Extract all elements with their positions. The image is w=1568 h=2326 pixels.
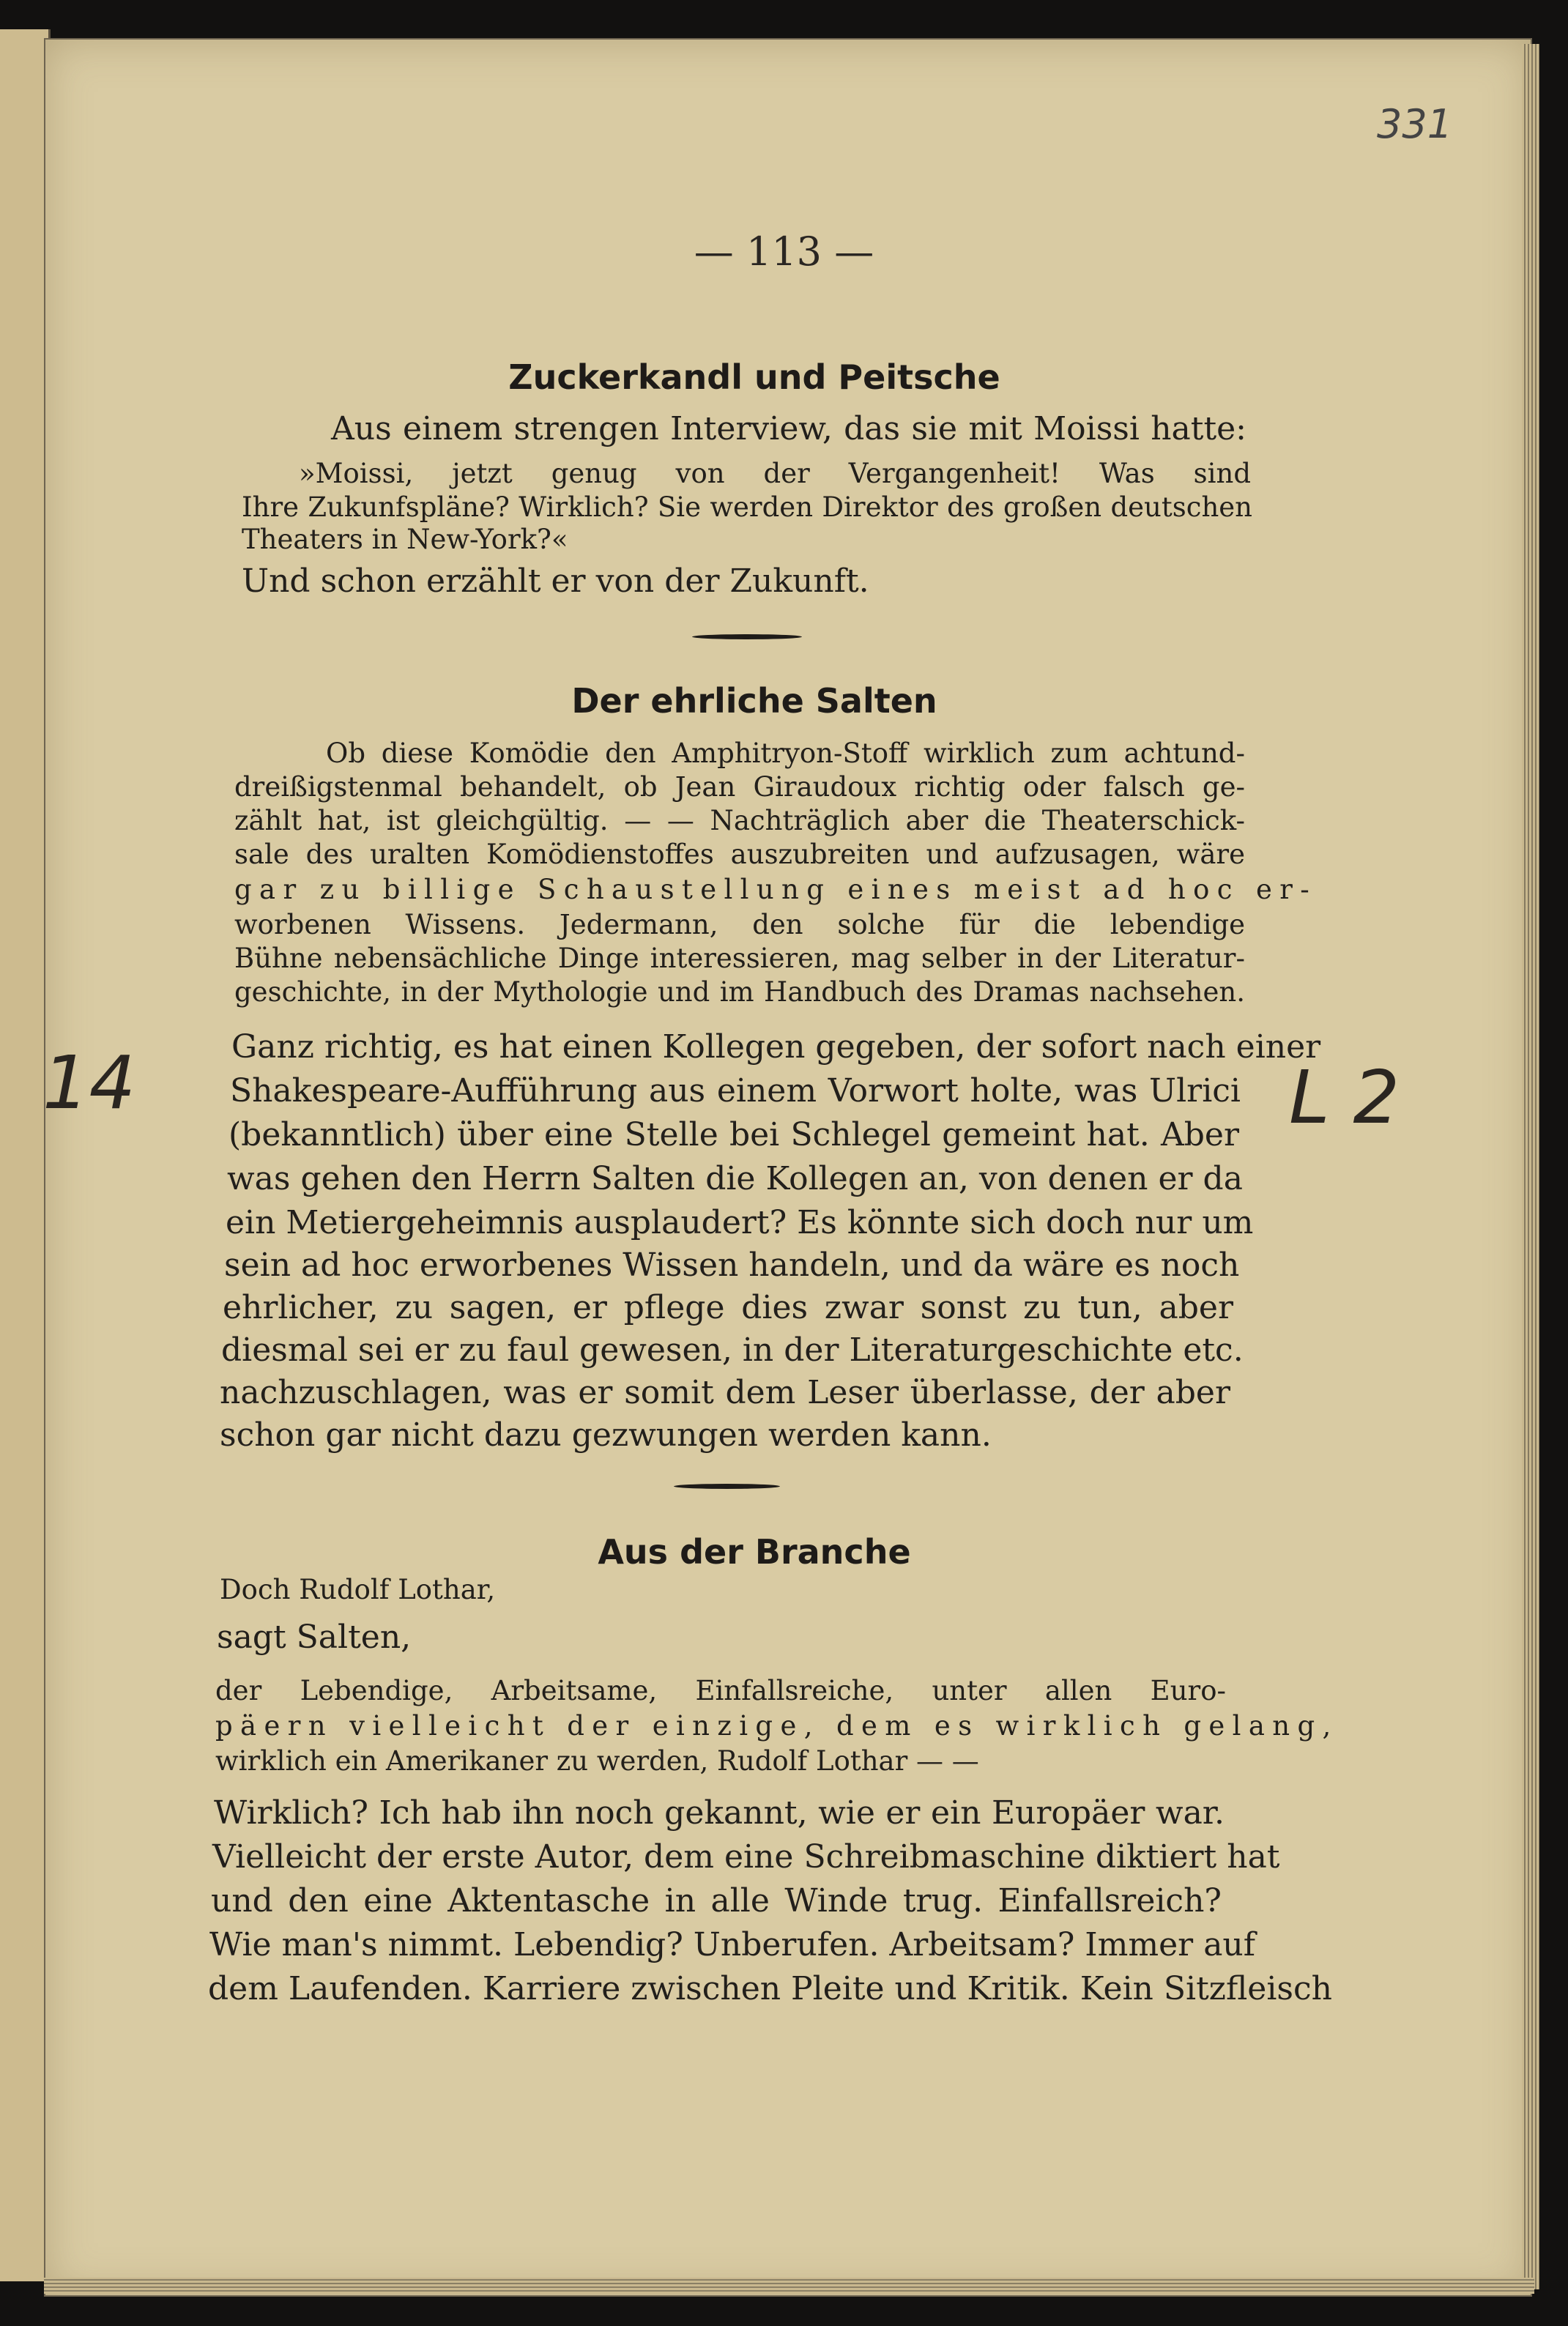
- text-line: nachzuschlagen, was er somit dem Leser überlasse, der aber: [220, 1374, 1230, 1411]
- text-line: päern vielleicht der einzige, dem es wirklich gelang,: [215, 1710, 1339, 1742]
- text-line: gar zu billige Schaustellung eines meist ad hoc er-: [234, 874, 1318, 905]
- left-page-edge: [0, 29, 51, 2281]
- section-divider: [692, 634, 802, 639]
- text-line: Ganz richtig, es hat einen Kollegen gegeben, der sofort nach einer: [231, 1028, 1321, 1066]
- text-line: geschichte, in der Mythologie und im Handbuch des Dramas nachsehen.: [234, 976, 1245, 1008]
- text-line: Theaters in New-York?«: [242, 524, 568, 555]
- text-line: Ihre Zukunfspläne? Wirklich? Sie werden Direktor des großen deutschen: [242, 491, 1252, 523]
- text-line: Aus einem strengen Interview, das sie mit Moissi hatte:: [331, 410, 1246, 447]
- text-line: Doch Rudolf Lothar,: [220, 1574, 496, 1605]
- page-number: — 113 —: [694, 228, 874, 275]
- text-line: wirklich ein Amerikaner zu werden, Rudolf Lothar — —: [215, 1745, 979, 1777]
- text-line: Wirklich? Ich hab ihn noch gekannt, wie er ein Europäer war.: [214, 1794, 1225, 1832]
- text-line: ehrlicher, zu sagen, er pflege dies zwar sonst zu tun, aber: [223, 1289, 1233, 1326]
- text-line: und den eine Aktentasche in alle Winde trug. Einfallsreich?: [211, 1882, 1222, 1920]
- text-line: Vielleicht der erste Autor, dem eine Schreibmaschine diktiert hat: [212, 1838, 1280, 1876]
- text-line: schon gar nicht dazu gezwungen werden kann.: [220, 1416, 992, 1454]
- text-line: sale des uralten Komödienstoffes auszubreiten und aufzusagen, wäre: [234, 839, 1245, 870]
- page-stack-edge: [1522, 44, 1539, 2289]
- text-line: was gehen den Herrn Salten die Kollegen an, von denen er da: [227, 1160, 1243, 1197]
- heading-zuckerkandl: Zuckerkandl und Peitsche: [508, 357, 1000, 397]
- text-line: der Lebendige, Arbeitsame, Einfallsreiche, unter allen Euro-: [215, 1675, 1226, 1706]
- text-line: sagt Salten,: [217, 1619, 412, 1656]
- margin-note-right: L 2: [1289, 1055, 1400, 1140]
- text-line: ein Metiergeheimnis ausplaudert? Es könnte sich doch nur um: [226, 1204, 1254, 1241]
- text-line: zählt hat, ist gleichgültig. — — Nachträglich aber die Theaterschick-: [234, 805, 1245, 836]
- section-divider: [674, 1484, 780, 1489]
- text-line: dem Laufenden. Karriere zwischen Pleite und Kritik. Kein Sitzfleisch: [208, 1970, 1332, 2007]
- text-line: sein ad hoc erworbenes Wissen handeln, und da wäre es noch: [224, 1246, 1240, 1284]
- heading-ehrliche-salten: Der ehrliche Salten: [571, 681, 937, 721]
- margin-note-left: 14: [42, 1040, 136, 1126]
- text-line: worbenen Wissens. Jedermann, den solche für die lebendige: [234, 909, 1245, 940]
- text-line: Wie man's nimmt. Lebendig? Unberufen. Arbeitsam? Immer auf: [209, 1926, 1256, 1963]
- text-line: Shakespeare-Aufführung aus einem Vorwort holte, was Ulrici: [230, 1072, 1241, 1110]
- text-line: (bekanntlich) über eine Stelle bei Schlegel gemeint hat. Aber: [228, 1116, 1239, 1153]
- text-line: »Moissi, jetzt genug von der Vergangenheit! Was sind: [299, 458, 1251, 489]
- text-line: Und schon erzählt er von der Zukunft.: [242, 562, 869, 600]
- heading-aus-der-branche: Aus der Branche: [598, 1532, 911, 1572]
- text-line: Bühne nebensächliche Dinge interessieren, mag selber in der Literatur-: [234, 943, 1245, 974]
- archive-number: 331: [1377, 101, 1453, 147]
- text-line: diesmal sei er zu faul gewesen, in der Literaturgeschichte etc.: [221, 1331, 1244, 1369]
- page-bottom-edge: [44, 2278, 1534, 2294]
- text-line: dreißigstenmal behandelt, ob Jean Giraudoux richtig oder falsch ge-: [234, 771, 1245, 803]
- text-line: Ob diese Komödie den Amphitryon-Stoff wirklich zum achtund-: [326, 737, 1245, 769]
